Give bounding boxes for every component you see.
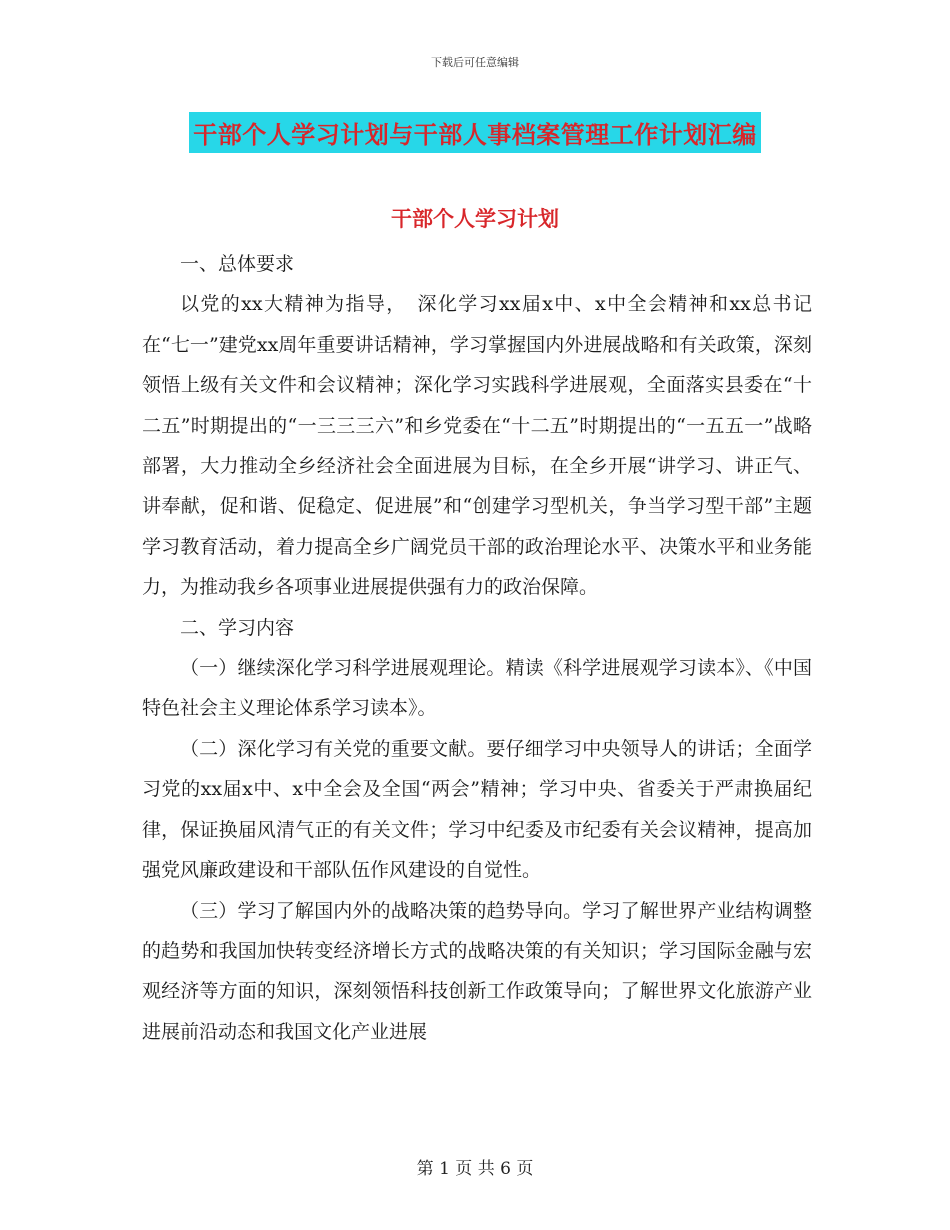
section-title: 干部个人学习计划 xyxy=(391,206,559,231)
paragraph: （三）学习了解国内外的战略决策的趋势导向。学习了解世界产业结构调整的趋势和我国加快转变经济增长方式的战略决策的有关知识；学习国际金融与宏观经济等方面的知识，深刻领悟科技创新工作政策导向；了解世界文化旅游产业进展前沿动态和我国文化产业进展 xyxy=(142,899,812,1043)
page-number: 第 1 页 共 6 页 xyxy=(416,1159,534,1179)
heading-general-requirements: 一、总体要求 xyxy=(180,253,295,275)
heading-study-content: 二、学习内容 xyxy=(180,616,295,639)
paragraph: 以党的xx大精神为指导， 深化学习xx届x中、x中全会精神和xx总书记在“七一”建党xx周年重要讲话精神，学习掌握国内外进展战略和有关政策，深刻领悟上级有关文件和会议精神；深化学习实践科学进展观，全面落实县委在“十二五”时期提出的“一三三三六”和乡党委在“十二五”时期提出的“一五五一”战略部署，大力推动全乡经济社会全面进展为目标，在全乡开展“讲学习、讲正气、讲奉献，促和谐、促稳定、促进展”和“创建学习型机关，争当学习型干部”主题学习教育活动，着力提高全乡广阔党员干部的政治理论水平、决策水平和业务能力，为推动我乡各项事业进展提供强有力的政治保障。 xyxy=(142,293,812,599)
paragraph: （二）深化学习有关党的重要文献。要仔细学习中央领导人的讲话；全面学习党的xx届x中、x中全会及全国“两会”精神；学习中央、省委关于严肃换届纪律，保证换届风清气正的有关文件；学习中纪委及市纪委有关会议精神，提高加强党风廉政建设和干部队伍作风建设的自觉性。 xyxy=(142,737,812,882)
document-title: 干部个人学习计划与干部人事档案管理工作计划汇编 xyxy=(189,112,761,153)
paragraph: （一）继续深化学习科学进展观理论。精读《科学进展观学习读本》、《中国特色社会主义理论体系学习读本》。 xyxy=(142,657,812,720)
document-title-wrap xyxy=(0,112,950,153)
document-body xyxy=(142,244,812,1052)
page-header-note: 下载后可任意编辑 xyxy=(431,56,519,69)
